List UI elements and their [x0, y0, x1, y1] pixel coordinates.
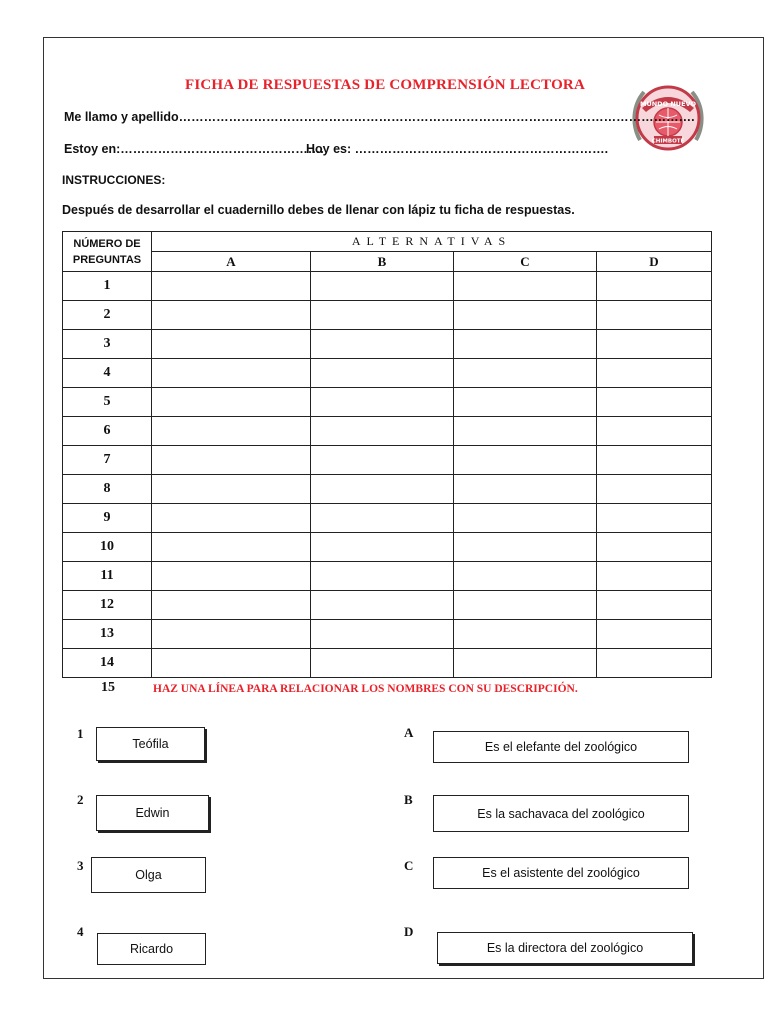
svg-text:MUNDO NUEVO: MUNDO NUEVO	[640, 100, 696, 108]
answer-cell-d[interactable]	[597, 417, 712, 446]
table-row	[63, 562, 712, 591]
question-number: 14	[63, 649, 152, 678]
answer-cell-c[interactable]	[454, 649, 597, 678]
table-row	[63, 533, 712, 562]
answer-cell-b[interactable]	[311, 417, 454, 446]
name-index-2: 2	[77, 792, 84, 807]
name-field-label: Me llamo y apellido…………………………………………………………………………………………………………….	[64, 110, 695, 124]
table-row	[63, 620, 712, 649]
answer-cell-a[interactable]	[152, 649, 311, 678]
table-row	[63, 417, 712, 446]
answer-cell-d[interactable]	[597, 475, 712, 504]
table-row	[63, 388, 712, 417]
answer-cell-a[interactable]	[152, 359, 311, 388]
answer-cell-c[interactable]	[454, 301, 597, 330]
answer-cell-c[interactable]	[454, 504, 597, 533]
answer-cell-d[interactable]	[597, 504, 712, 533]
question-number: 6	[63, 417, 152, 446]
question-number: 7	[63, 446, 152, 475]
date-field-label: Hoy es: …………………………………………………….	[306, 142, 609, 156]
name-index-1: 1	[77, 726, 84, 741]
answer-cell-a[interactable]	[152, 330, 311, 359]
answer-rows	[63, 272, 712, 678]
answer-cell-c[interactable]	[454, 359, 597, 388]
answer-cell-b[interactable]	[311, 330, 454, 359]
letter-header-a: A	[152, 252, 311, 272]
question-number: 4	[63, 359, 152, 388]
question-number: 13	[63, 620, 152, 649]
answer-cell-d[interactable]	[597, 388, 712, 417]
matching-instruction: HAZ UNA LÍNEA PARA RELACIONAR LOS NOMBRES CON SU DESCRIPCIÓN.	[153, 683, 578, 695]
answer-cell-d[interactable]	[597, 562, 712, 591]
answer-cell-a[interactable]	[152, 533, 311, 562]
question-number: 1	[63, 272, 152, 301]
answer-cell-a[interactable]	[152, 591, 311, 620]
description-letter-c: C	[404, 858, 414, 873]
answer-cell-b[interactable]	[311, 649, 454, 678]
answer-cell-a[interactable]	[152, 417, 311, 446]
answer-cell-d[interactable]	[597, 301, 712, 330]
name-box-4[interactable]: Ricardo	[97, 933, 206, 965]
table-row	[63, 475, 712, 504]
sheet-title: FICHA DE RESPUESTAS DE COMPRENSIÓN LECTORA	[185, 77, 585, 93]
answer-cell-b[interactable]	[311, 301, 454, 330]
name-index-3: 3	[77, 858, 84, 873]
question-number: 10	[63, 533, 152, 562]
description-box-c[interactable]: Es el asistente del zoológico	[433, 857, 689, 889]
answer-cell-d[interactable]	[597, 272, 712, 301]
answer-cell-d[interactable]	[597, 330, 712, 359]
answer-cell-c[interactable]	[454, 562, 597, 591]
answer-cell-b[interactable]	[311, 533, 454, 562]
answer-cell-a[interactable]	[152, 620, 311, 649]
answer-cell-b[interactable]	[311, 272, 454, 301]
question-number: 11	[63, 562, 152, 591]
answer-cell-c[interactable]	[454, 330, 597, 359]
letter-header-c: C	[454, 252, 597, 272]
answer-cell-a[interactable]	[152, 272, 311, 301]
question-number: 8	[63, 475, 152, 504]
class-field-label: Estoy en:………………………………………….	[64, 142, 324, 156]
name-box-2[interactable]: Edwin	[96, 795, 209, 831]
answer-cell-a[interactable]	[152, 446, 311, 475]
description-box-a[interactable]: Es el elefante del zoológico	[433, 731, 689, 763]
answer-cell-b[interactable]	[311, 562, 454, 591]
table-row	[63, 591, 712, 620]
answer-cell-a[interactable]	[152, 475, 311, 504]
answer-cell-d[interactable]	[597, 533, 712, 562]
answer-cell-d[interactable]	[597, 446, 712, 475]
answer-cell-c[interactable]	[454, 446, 597, 475]
number-header-line2: PREGUNTAS	[72, 253, 142, 266]
answer-cell-c[interactable]	[454, 388, 597, 417]
answer-cell-a[interactable]	[152, 562, 311, 591]
answer-cell-d[interactable]	[597, 359, 712, 388]
letter-header-d: D	[597, 252, 712, 272]
answer-cell-a[interactable]	[152, 504, 311, 533]
description-letter-d: D	[404, 924, 414, 939]
name-index-4: 4	[77, 924, 84, 939]
answer-cell-d[interactable]	[597, 649, 712, 678]
answer-cell-b[interactable]	[311, 475, 454, 504]
question-number: 12	[63, 591, 152, 620]
answer-cell-c[interactable]	[454, 475, 597, 504]
name-box-1[interactable]: Teófila	[96, 727, 205, 761]
answer-cell-a[interactable]	[152, 301, 311, 330]
answer-cell-a[interactable]	[152, 388, 311, 417]
description-letter-b: B	[404, 792, 413, 807]
answer-cell-c[interactable]	[454, 620, 597, 649]
answer-cell-c[interactable]	[454, 533, 597, 562]
alternatives-header: ALTERNATIVAS	[152, 232, 712, 252]
table-row	[63, 359, 712, 388]
answer-cell-c[interactable]	[454, 417, 597, 446]
table-row	[63, 504, 712, 533]
answer-cell-b[interactable]	[311, 446, 454, 475]
instructions-text: Después de desarrollar el cuadernillo debes de llenar con lápiz tu ficha de respuestas.	[62, 203, 575, 217]
answer-table	[62, 231, 712, 678]
letter-header-b: B	[311, 252, 454, 272]
answer-cell-c[interactable]	[454, 272, 597, 301]
question-number: 9	[63, 504, 152, 533]
question-15-number: 15	[101, 680, 115, 695]
table-row	[63, 330, 712, 359]
table-row	[63, 301, 712, 330]
answer-cell-d[interactable]	[597, 591, 712, 620]
description-letter-a: A	[404, 725, 414, 740]
answer-cell-b[interactable]	[311, 359, 454, 388]
answer-cell-c[interactable]	[454, 591, 597, 620]
number-header	[63, 232, 152, 272]
table-row	[63, 446, 712, 475]
question-number: 3	[63, 330, 152, 359]
question-number: 5	[63, 388, 152, 417]
answer-cell-b[interactable]	[311, 620, 454, 649]
answer-cell-b[interactable]	[311, 591, 454, 620]
question-number: 2	[63, 301, 152, 330]
number-header-line1: NÚMERO DE	[73, 237, 141, 250]
instructions-heading: INSTRUCCIONES:	[62, 173, 166, 187]
description-box-d[interactable]: Es la directora del zoológico	[437, 932, 693, 964]
name-box-3[interactable]: Olga	[91, 857, 206, 893]
table-row	[63, 649, 712, 678]
answer-cell-b[interactable]	[311, 388, 454, 417]
answer-cell-d[interactable]	[597, 620, 712, 649]
answer-cell-b[interactable]	[311, 504, 454, 533]
description-box-b[interactable]: Es la sachavaca del zoológico	[433, 795, 689, 832]
svg-text:CHIMBOTE: CHIMBOTE	[651, 138, 685, 145]
table-row	[63, 272, 712, 301]
